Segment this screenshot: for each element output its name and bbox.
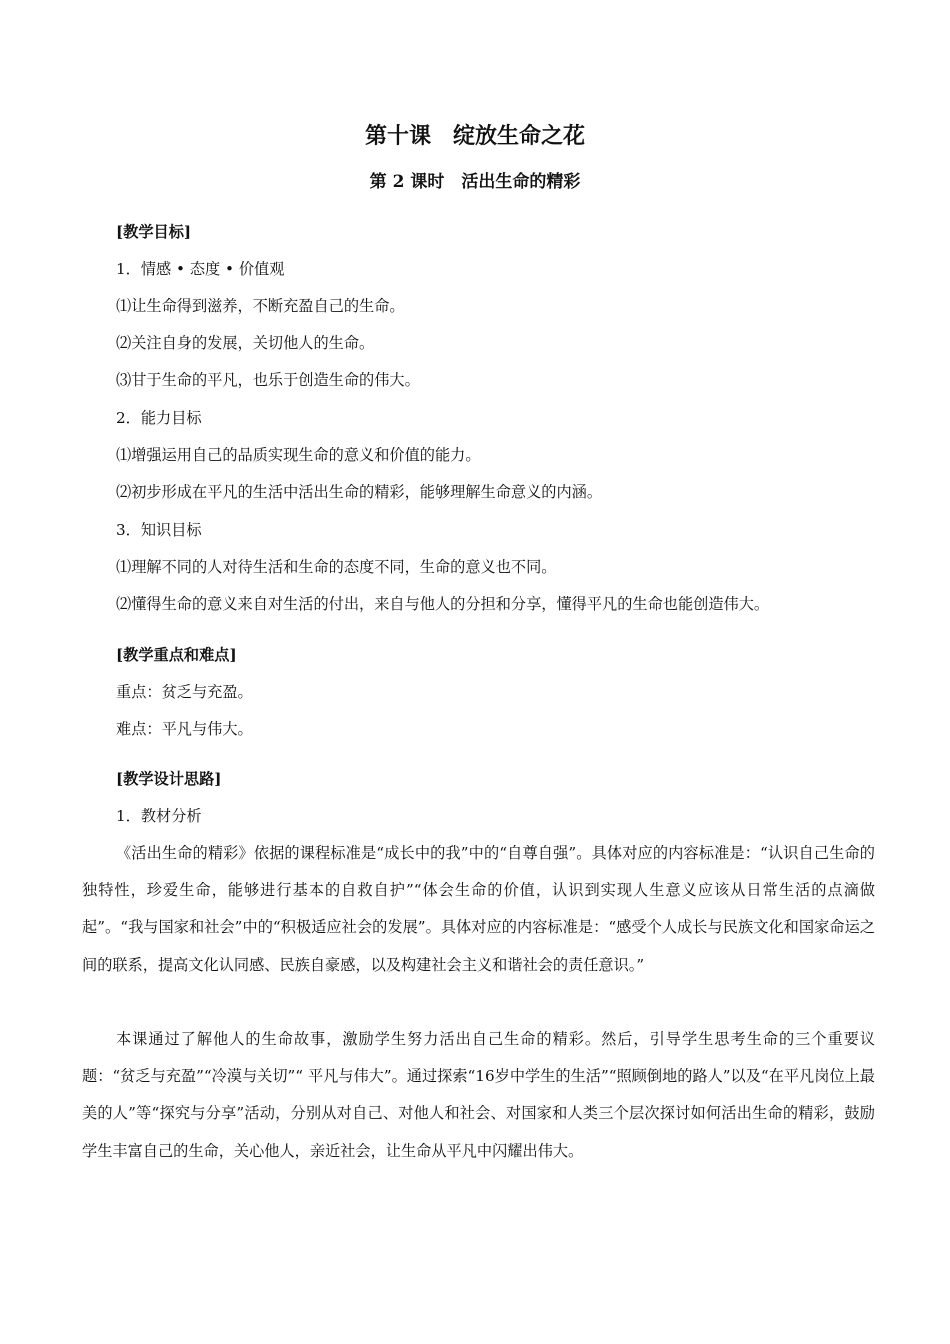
key-point-item: 重点：贫乏与充盈。 bbox=[116, 683, 253, 701]
goal-item: ⑴让生命得到滋养，不断充盈自己的生命。 bbox=[116, 297, 405, 315]
goal-item: ⑶甘于生命的平凡，也乐于创造生命的伟大。 bbox=[116, 371, 420, 389]
design-item: 1．教材分析 bbox=[116, 807, 202, 825]
key-point-item: 难点：平凡与伟大。 bbox=[116, 720, 253, 738]
design-paragraph: 《活出生命的精彩》依据的课程标准是“成长中的我”中的“自尊自强”。具体对应的内容标准是：“认识自己生命的独特性，珍爱生命，能够进行基本的自救自护”“体会生命的价值，认识到实现人生意义应该从日常生活的点滴做起”。“我与国家和社会”中的“积极适应社会的发展”。具体对应的内容标准是：“感受个人成长与民族文化和国家命运之间的联系，提高文化认同感、民族自豪感，以及构建社会主义和谐社会的责任意识。” bbox=[82, 844, 875, 974]
goal-item: ⑴增强运用自己的品质实现生命的意义和价值的能力。 bbox=[116, 446, 481, 464]
goal-item: 3．知识目标 bbox=[116, 521, 202, 539]
goal-item: 1．情感 • 态度 • 价值观 bbox=[116, 260, 285, 278]
goal-item: ⑵懂得生命的意义来自对生活的付出，来自与他人的分担和分享，懂得平凡的生命也能创造伟大。 bbox=[116, 595, 770, 613]
goal-item: ⑵关注自身的发展，关切他人的生命。 bbox=[116, 334, 375, 352]
goal-item: ⑴理解不同的人对待生活和生命的态度不同，生命的意义也不同。 bbox=[116, 558, 557, 576]
section-heading-goals: [教学目标] bbox=[116, 223, 192, 241]
section-heading-design: [教学设计思路] bbox=[116, 770, 222, 788]
goal-item: ⑵初步形成在平凡的生活中活出生命的精彩，能够理解生命意义的内涵。 bbox=[116, 483, 602, 501]
design-paragraph: 本课通过了解他人的生命故事，激励学生努力活出自己生命的精彩。然后，引导学生思考生命的三个重要议题：“贫乏与充盈”“冷漠与关切”“ 平凡与伟大”。通过探索“16岁中学生的生活”“照顾倒地的路人”以及“在平凡岗位上最美的人”等“探究与分享”活动，分别从对自己、对他人和社会、对国家和人类三个层次探讨如何活出生命的精彩，鼓励学生丰富自己的生命，关心他人，亲近社会，让生命从平凡中闪耀出伟大。 bbox=[82, 1030, 875, 1160]
goal-item: 2．能力目标 bbox=[116, 409, 202, 427]
lesson-subtitle: 第 2 课时 活出生命的精彩 bbox=[369, 172, 581, 192]
section-heading-key-points: [教学重点和难点] bbox=[116, 646, 237, 664]
lesson-title: 第十课 绽放生命之花 bbox=[364, 123, 585, 149]
